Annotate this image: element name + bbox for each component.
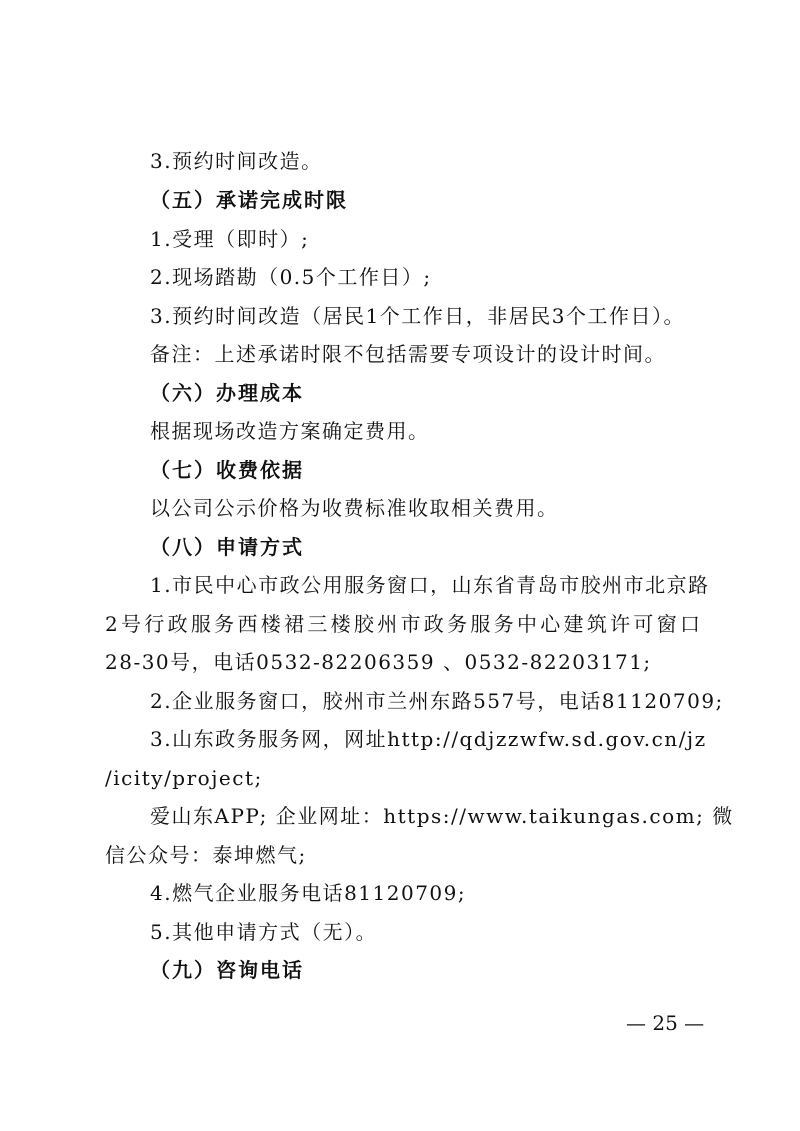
text-line: 根据现场改造方案确定费用。 — [150, 419, 430, 443]
section-heading: （六）办理成本 — [150, 381, 304, 405]
section-heading: （七）收费依据 — [150, 458, 304, 482]
section-heading: （五）承诺完成时限 — [150, 188, 348, 212]
text-line: 爱山东APP; 企业网址：https://www.taikungas.com; 微 — [150, 804, 734, 828]
text-line: 信公众号：泰坤燃气; — [105, 843, 307, 867]
text-line: 3.山东政务服务网，网址http://qdjzzwfw.sd.gov.cn/jz — [150, 727, 707, 751]
text-line: 1.市民中心市政公用服务窗口，山东省青岛市胶州市北京路 — [150, 573, 710, 597]
page-number: — 25 — — [626, 1011, 705, 1035]
text-line: 2号行政服务西楼裙三楼胶州市政务服务中心建筑许可窗口 — [105, 612, 700, 636]
text-line: 备注：上述承诺时限不包括需要专项设计的设计时间。 — [150, 342, 666, 366]
text-line: 以公司公示价格为收费标准收取相关费用。 — [150, 496, 559, 520]
section-heading: （八）申请方式 — [150, 535, 304, 559]
text-line: 2.现场踏勘（0.5个工作日）; — [150, 265, 432, 289]
text-line: 3.预约时间改造（居民1个工作日，非居民3个工作日）。 — [150, 304, 686, 328]
text-line: 28-30号，电话0532-82206359 、0532-82203171; — [105, 650, 652, 674]
text-line: 3.预约时间改造。 — [150, 149, 323, 173]
text-line: 5.其他申请方式（无）。 — [150, 920, 378, 944]
section-heading: （九）咨询电话 — [150, 958, 304, 982]
text-line: 2.企业服务窗口，胶州市兰州东路557号，电话81120709; — [150, 689, 724, 713]
text-line: 1.受理（即时）; — [150, 227, 310, 251]
text-line: /icity/project; — [105, 766, 263, 790]
text-line: 4.燃气企业服务电话81120709; — [150, 881, 467, 905]
